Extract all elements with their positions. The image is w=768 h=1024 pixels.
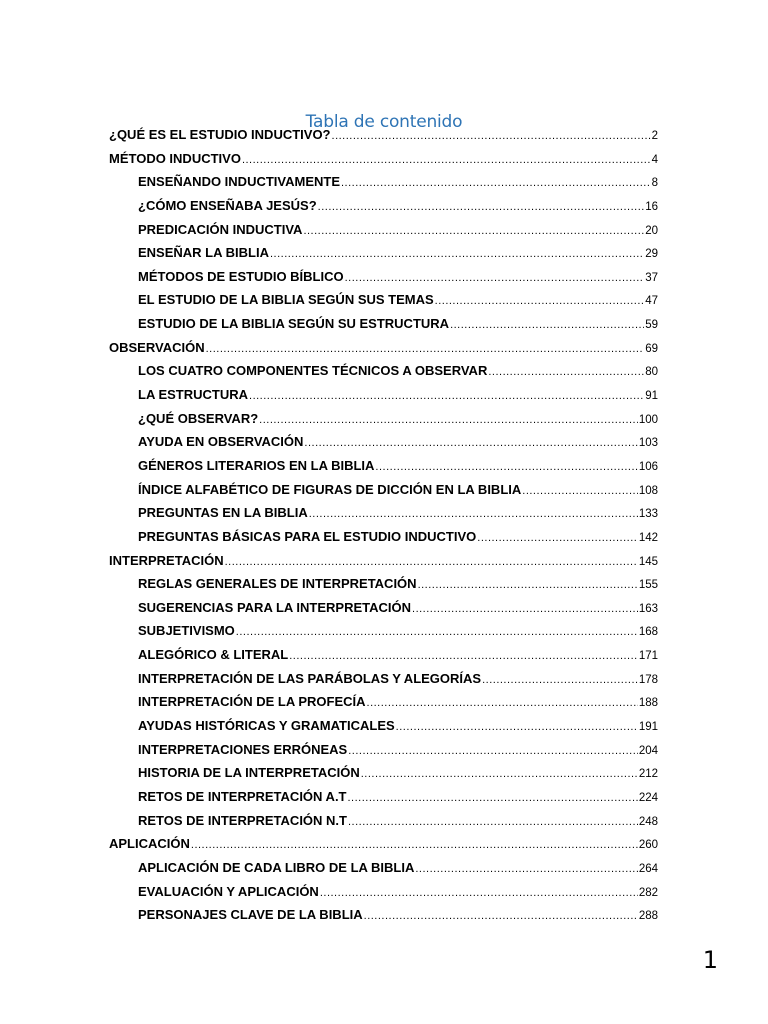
toc-entry[interactable]: [109, 359, 658, 383]
toc-entry-label: INTERPRETACIÓN DE LA PROFECÍA: [138, 694, 366, 710]
toc-entry-page: 80: [645, 366, 658, 379]
toc-dot-leader: [375, 456, 637, 480]
toc-entry[interactable]: [109, 643, 658, 667]
toc-entry-label: PERSONAJES CLAVE DE LA BIBLIA: [138, 907, 363, 923]
toc-entry-page: 100: [638, 413, 658, 426]
toc-entry-label: OBSERVACIÓN: [109, 339, 205, 355]
toc-entry-label: ¿CÓMO ENSEÑABA JESÚS?: [138, 197, 317, 213]
toc-dot-leader: [348, 787, 638, 811]
toc-entry-page: 106: [638, 460, 658, 473]
toc-dot-leader: [361, 763, 638, 787]
toc-entry-label: INTERPRETACIONES ERRÓNEAS: [138, 741, 348, 757]
toc-entry[interactable]: [109, 194, 658, 218]
toc-dot-leader: [332, 125, 651, 149]
toc-entry-page: 29: [645, 248, 658, 261]
toc-entry-page: 16: [645, 200, 658, 213]
toc-entry-label: APLICACIÓN DE CADA LIBRO DE LA BIBLIA: [138, 859, 415, 875]
toc-entry-label: PREGUNTAS EN LA BIBLIA: [138, 505, 308, 521]
toc-entry-page: 8: [651, 177, 658, 190]
toc-entry-page: 260: [638, 839, 658, 852]
toc-entry-page: 37: [645, 271, 658, 284]
toc-dot-leader: [309, 503, 638, 527]
toc-dot-leader: [522, 480, 638, 504]
toc-dot-leader: [415, 858, 637, 882]
toc-entry[interactable]: [109, 785, 658, 809]
toc-entry-label: ÍNDICE ALFABÉTICO DE FIGURAS DE DICCIÓN EN LA BIBLIA: [138, 481, 522, 497]
toc-entry-label: GÉNEROS LITERARIOS EN LA BIBLIA: [138, 457, 375, 473]
toc-entry[interactable]: [109, 147, 658, 171]
toc-entry-page: 103: [638, 437, 658, 450]
toc-entry-label: AYUDA EN OBSERVACIÓN: [138, 434, 304, 450]
toc-entry-page: 178: [638, 673, 658, 686]
toc-entry[interactable]: [109, 572, 658, 596]
toc-dot-leader: [191, 834, 638, 858]
toc-entry[interactable]: [109, 241, 658, 265]
toc-dot-leader: [450, 314, 644, 338]
toc-dot-leader: [418, 574, 638, 598]
toc-entry-label: MÉTODO INDUCTIVO: [109, 150, 241, 166]
toc-dot-leader: [242, 149, 651, 173]
toc-dot-leader: [341, 172, 651, 196]
toc-entry-page: 212: [638, 768, 658, 781]
toc-entry-page: 171: [638, 650, 658, 663]
toc-entry[interactable]: [109, 265, 658, 289]
toc-entry[interactable]: [109, 288, 658, 312]
toc-entry-label: RETOS DE INTERPRETACIÓN N.T: [138, 812, 347, 828]
toc-entry-label: INTERPRETACIÓN: [109, 552, 224, 568]
toc-entry[interactable]: [109, 761, 658, 785]
toc-dot-leader: [367, 692, 638, 716]
toc-entry[interactable]: [109, 478, 658, 502]
toc-entry-label: REGLAS GENERALES DE INTERPRETACIÓN: [138, 576, 417, 592]
toc-dot-leader: [303, 220, 644, 244]
toc-dot-leader: [396, 716, 638, 740]
toc-entry-label: EL ESTUDIO DE LA BIBLIA SEGÚN SUS TEMAS: [138, 292, 434, 308]
toc-entry[interactable]: [109, 738, 658, 762]
toc-entry[interactable]: [109, 218, 658, 242]
page-number: 1: [702, 946, 718, 974]
toc-dot-leader: [289, 645, 638, 669]
toc-dot-leader: [249, 385, 644, 409]
toc-entry-label: LOS CUATRO COMPONENTES TÉCNICOS A OBSERVAR: [138, 363, 488, 379]
toc-entry-page: 191: [638, 721, 658, 734]
toc-entry[interactable]: [109, 619, 658, 643]
toc-entry-page: 142: [638, 531, 658, 544]
toc-entry-page: 168: [638, 626, 658, 639]
toc-entry-label: ESTUDIO DE LA BIBLIA SEGÚN SU ESTRUCTURA: [138, 316, 450, 332]
toc-entry-label: ALEGÓRICO & LITERAL: [138, 647, 289, 663]
toc-entry-page: 133: [638, 508, 658, 521]
toc-entry[interactable]: [109, 690, 658, 714]
toc-dot-leader: [259, 409, 638, 433]
toc-entry-page: 188: [638, 697, 658, 710]
toc-title: Tabla de contenido: [305, 112, 463, 133]
toc-dot-leader: [348, 811, 638, 835]
toc-entry-page: 69: [645, 342, 658, 355]
toc-entry-page: 47: [645, 295, 658, 308]
toc-entry-page: 204: [638, 744, 658, 757]
toc-entry[interactable]: [109, 714, 658, 738]
toc-entry-label: APLICACIÓN: [109, 836, 190, 852]
toc-entry-label: EVALUACIÓN Y APLICACIÓN: [138, 883, 319, 899]
toc-entry[interactable]: [109, 123, 658, 147]
toc-entry-page: 224: [638, 791, 658, 804]
toc-dot-leader: [488, 361, 644, 385]
toc-entry-page: 145: [638, 555, 658, 568]
toc-entry[interactable]: [109, 454, 658, 478]
toc-entry[interactable]: [109, 856, 658, 880]
toc-entry[interactable]: [109, 903, 658, 927]
toc-dot-leader: [318, 196, 645, 220]
toc-dot-leader: [225, 551, 638, 575]
toc-dot-leader: [320, 882, 638, 906]
toc-entry-page: 2: [651, 130, 658, 142]
toc-entry-label: HISTORIA DE LA INTERPRETACIÓN: [138, 765, 360, 781]
toc-entry-label: SUBJETIVISMO: [138, 623, 235, 639]
toc-entry[interactable]: [109, 549, 658, 573]
toc-dot-leader: [348, 740, 638, 764]
toc-entry-label: PREDICACIÓN INDUCTIVA: [138, 221, 303, 237]
toc-entry-label: AYUDAS HISTÓRICAS Y GRAMATICALES: [138, 718, 395, 734]
toc-entry-label: MÉTODOS DE ESTUDIO BÍBLICO: [138, 268, 344, 284]
toc-entry[interactable]: [109, 501, 658, 525]
toc-dot-leader: [435, 290, 645, 314]
toc-dot-leader: [412, 598, 638, 622]
toc-entry-label: ENSEÑANDO INDUCTIVAMENTE: [138, 174, 340, 190]
toc-dot-leader: [482, 669, 638, 693]
toc-entry-page: 20: [645, 224, 658, 237]
toc-entry-page: 4: [651, 153, 658, 166]
toc-entry[interactable]: [109, 407, 658, 431]
toc-entry-label: PREGUNTAS BÁSICAS PARA EL ESTUDIO INDUCTIVO: [138, 528, 477, 544]
toc-dot-leader: [477, 527, 638, 551]
toc-dot-leader: [206, 338, 645, 362]
toc-entry-page: 108: [638, 484, 658, 497]
toc-entry-page: 288: [638, 910, 658, 923]
toc-entry-page: 91: [645, 390, 658, 403]
toc-entry-label: SUGERENCIAS PARA LA INTERPRETACIÓN: [138, 599, 412, 615]
toc-entry-page: 163: [638, 602, 658, 615]
toc-dot-leader: [304, 432, 637, 456]
toc-entry-label: ¿QUÉ OBSERVAR?: [138, 410, 259, 426]
toc-entry[interactable]: [109, 312, 658, 336]
toc-entry[interactable]: [109, 430, 658, 454]
toc-dot-leader: [364, 905, 638, 929]
toc-entry-page: 264: [638, 862, 658, 875]
toc-entry[interactable]: [109, 667, 658, 691]
toc-entry-label: ENSEÑAR LA BIBLIA: [138, 245, 269, 261]
toc-entry[interactable]: [109, 336, 658, 360]
toc-entry-label: LA ESTRUCTURA: [138, 387, 249, 403]
toc-entry[interactable]: [109, 809, 658, 833]
toc-entry-page: 59: [645, 319, 658, 332]
toc-entry[interactable]: [109, 596, 658, 620]
toc-entry-page: 155: [638, 579, 658, 592]
toc-dot-leader: [270, 243, 644, 267]
toc-entry[interactable]: [109, 170, 658, 194]
toc-entry-label: ¿QUÉ ES EL ESTUDIO INDUCTIVO?: [109, 127, 331, 142]
toc-entry[interactable]: [109, 880, 658, 904]
toc-entry[interactable]: [109, 383, 658, 407]
toc-entry[interactable]: [109, 832, 658, 856]
toc-entry-label: INTERPRETACIÓN DE LAS PARÁBOLAS Y ALEGORÍAS: [138, 670, 482, 686]
toc-entry-page: 248: [638, 815, 658, 828]
toc-list: [109, 123, 658, 927]
toc-dot-leader: [345, 267, 645, 291]
toc-entry-label: RETOS DE INTERPRETACIÓN A.T: [138, 788, 347, 804]
toc-dot-leader: [236, 621, 638, 645]
toc-entry-page: 282: [638, 886, 658, 899]
toc-entry[interactable]: [109, 525, 658, 549]
